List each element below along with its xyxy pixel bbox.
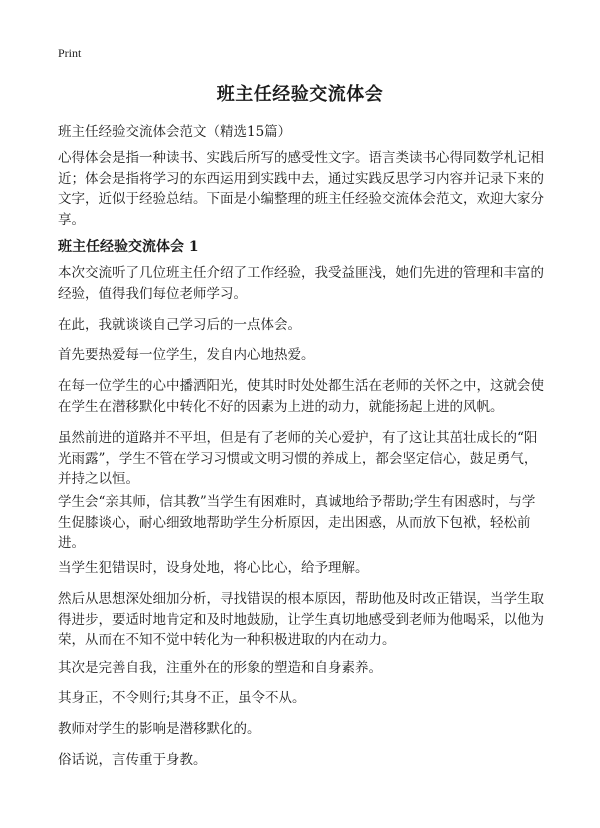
document-subtitle: 班主任经验交流体会范文（精选15篇） [58, 124, 292, 140]
paragraph: 俗话说，言传重于身教。 [58, 752, 207, 768]
paragraph: 然后从思想深处细加分析，寻找错误的根本原因，帮助他及时改正错误，当学生取得进步，要适时地肯定和及时地鼓励，让学生真切地感受到老师为他喝采，以他为荣，从而在不知不觉中转化为一种积极进取的内在动力。 [58, 591, 544, 648]
paragraph: 在每一位学生的心中播洒阳光，使其时时处处都生活在老师的关怀之中，这就会使在学生在潜移默化中转化不好的因素为上进的动力，就能扬起上进的风帆。 [58, 378, 544, 415]
paragraph: 其次是完善自我，注重外在的形象的塑造和自身素养。 [58, 660, 382, 676]
page-title: 班主任经验交流体会 [216, 84, 384, 105]
paragraph: 虽然前进的道路并不平坦，但是有了老师的关心爱护，有了这让其茁壮成长的“阳光雨露”，学生不管在学习习惯或文明习惯的养成上，都会坚定信心，鼓足勇气，并持之以恒。 [58, 430, 538, 487]
paragraph: 首先要热爱每一位学生，发自内心地热爱。 [58, 347, 315, 363]
intro-paragraph: 心得体会是指一种读书、实践后所写的感受性文字。语言类读书心得同数学札记相近；体会是指将学习的东西运用到实践中去，通过实践反思学习内容并记录下来的文字，近似于经验总结。下面是小编整理的班主任经验交流体会范文，欢迎大家分享。 [58, 150, 544, 228]
paragraph: 教师对学生的影响是潜移默化的。 [58, 721, 261, 737]
paragraph: 在此，我就谈谈自己学习后的一点体会。 [58, 317, 301, 333]
paragraph: 本次交流听了几位班主任介绍了工作经验，我受益匪浅，她们先进的管理和丰富的经验，值得我们每位老师学习。 [58, 265, 544, 302]
section-heading: 班主任经验交流体会 1 [58, 239, 199, 255]
paragraph: 当学生犯错误时，设身处地，将心比心，给予理解。 [58, 560, 369, 576]
paragraph: 学生会“亲其师，信其教”当学生有困难时，真诚地给予帮助;学生有困惑时，与学生促膝谈心，耐心细致地帮助学生分析原因，走出困惑，从而放下包袱，轻松前进。 [58, 494, 536, 551]
paragraph: 其身正，不令则行;其身不正，虽令不从。 [58, 690, 306, 706]
print-link[interactable]: Print [58, 46, 82, 60]
